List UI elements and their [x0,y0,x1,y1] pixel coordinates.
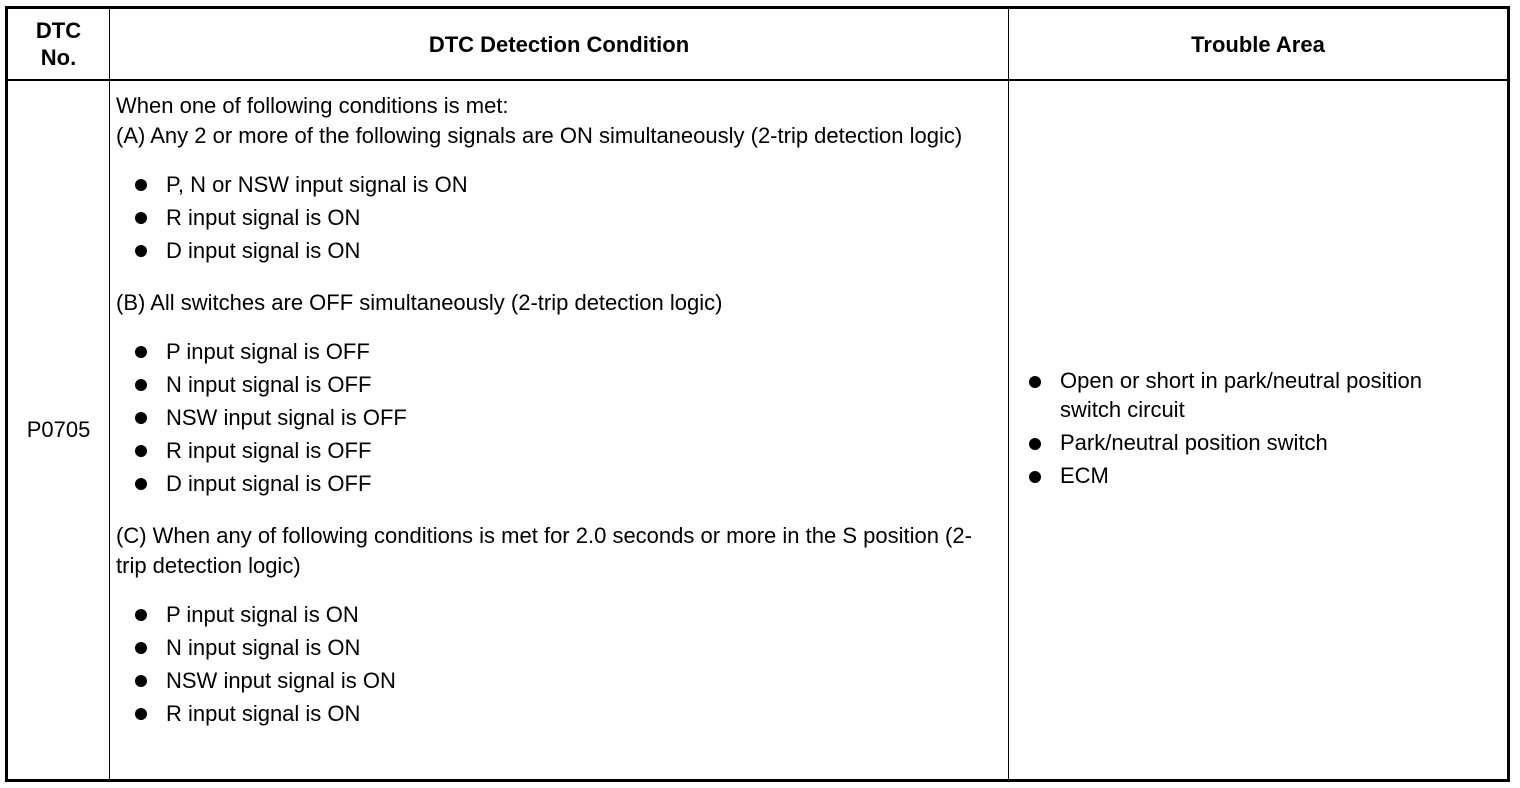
list-item: P input signal is OFF [135,335,1002,368]
list-item: ECM [1029,461,1487,490]
list-item: D input signal is ON [135,234,1002,267]
header-trouble-area: Trouble Area [1009,8,1509,81]
header-row [7,8,1509,81]
detection-condition-cell [110,80,1009,781]
trouble-area-cell [1009,80,1509,781]
bullet-icon [1029,438,1041,450]
list-item: Open or short in park/neutral position switch circuit [1029,366,1487,424]
table-row [7,80,1509,781]
bullet-icon [135,445,147,457]
list-item: N input signal is ON [135,631,1002,664]
list-item: NSW input signal is ON [135,664,1002,697]
list-item: N input signal is OFF [135,368,1002,401]
bullet-icon [135,609,147,621]
list-item: P, N or NSW input signal is ON [135,168,1002,201]
list-item: D input signal is OFF [135,467,1002,500]
bullet-icon [135,179,147,191]
bullet-icon [135,675,147,687]
list-item: R input signal is OFF [135,434,1002,467]
condition-intro: When one of following conditions is met: [116,93,509,118]
list-item: R input signal is ON [135,201,1002,234]
list-item: R input signal is ON [135,697,1002,730]
bullet-icon [135,412,147,424]
condition-list-c [135,598,1002,730]
dtc-table [5,6,1510,782]
condition-section-a: (A) Any 2 or more of the following signals are ON simultaneously (2-trip detection logic) [116,123,963,148]
list-item: P input signal is ON [135,598,1002,631]
condition-section-c: (C) When any of following conditions is met for 2.0 seconds or more in the S position (2-trip detection logic) [116,523,972,578]
condition-section-b: (B) All switches are OFF simultaneously (2-trip detection logic) [116,290,723,315]
bullet-icon [1029,471,1041,483]
bullet-icon [1029,376,1041,388]
trouble-area-list [1029,366,1487,490]
bullet-icon [135,346,147,358]
dtc-code: P0705 [7,80,110,781]
condition-list-b [135,335,1002,500]
bullet-icon [135,379,147,391]
bullet-icon [135,478,147,490]
condition-list-a [135,168,1002,267]
header-detection-condition: DTC Detection Condition [110,8,1009,81]
bullet-icon [135,245,147,257]
bullet-icon [135,642,147,654]
list-item: NSW input signal is OFF [135,401,1002,434]
list-item: Park/neutral position switch [1029,428,1487,457]
header-dtc-no: DTC No. [7,8,110,81]
bullet-icon [135,708,147,720]
bullet-icon [135,212,147,224]
